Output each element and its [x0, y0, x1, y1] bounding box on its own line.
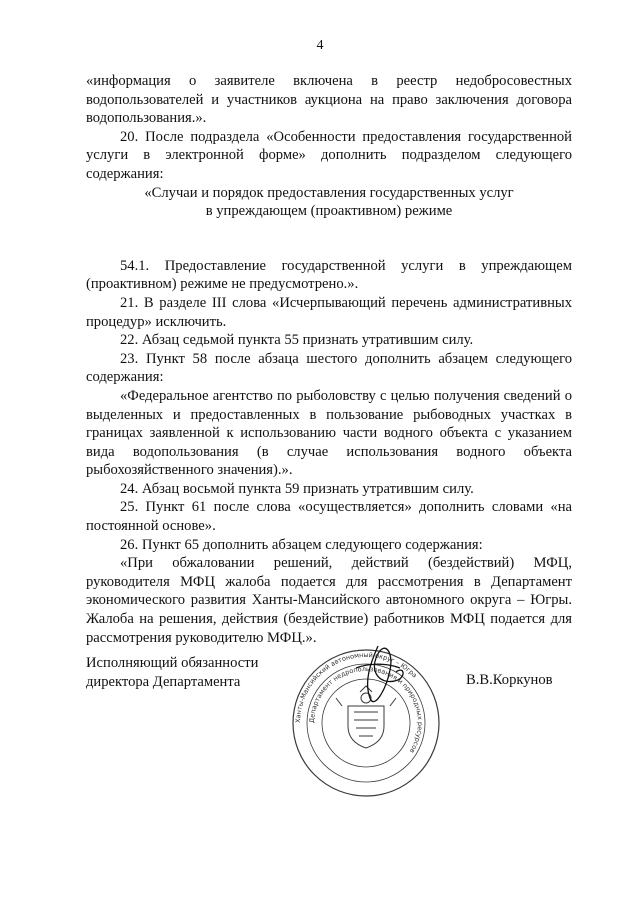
paragraph-gap	[86, 221, 572, 257]
paragraph-7: 22. Абзац седьмой пункта 55 признать утратившим силу.	[120, 332, 474, 349]
paragraph-12: 26. Пункт 65 дополнить абзацем следующего содержания:	[120, 536, 483, 553]
subsection-title-line2: в упреждающем (проактивном) режиме	[205, 203, 453, 220]
seal-outer-text: Ханты-Мансийский автономный округ – Югра	[293, 650, 419, 724]
paragraph-6: 21. В разделе III слова «Исчерпывающий перечень административных процедур» исключить.	[86, 294, 572, 330]
paragraph-5: 54.1. Предоставление государственной услуги в упреждающем (проактивном) режиме не предусмотрено.».	[86, 257, 572, 293]
paragraph-9: «Федеральное агентство по рыболовству с целью получения сведений о выделенных и предоставленных в пользование рыбоводных участках в границах заявленной к использованию части водного объекта с указанием вида водопользования (в случае использования водного объекта рыбохозяйственного значения).».	[86, 387, 572, 479]
paragraph-11: 25. Пункт 61 после слова «осуществляется» дополнить словами «на постоянной основе».	[86, 499, 572, 535]
signatory-position-line2: директора Департамента	[86, 673, 241, 690]
paragraph-8: 23. Пункт 58 после абзаца шестого дополнить абзацем следующего содержания:	[86, 350, 572, 386]
signatory-name: В.В.Коркунов	[466, 672, 553, 688]
document-body	[86, 72, 572, 647]
coat-of-arms-icon	[336, 686, 396, 748]
official-seal-icon	[286, 628, 446, 798]
paragraph-10: 24. Абзац восьмой пункта 59 признать утратившим силу.	[120, 480, 474, 497]
paragraph-1: 20. После подраздела «Особенности предоставления государственной услуги в электронной форме» дополнить подразделом следующего содержания:	[86, 128, 572, 182]
subsection-title-line1: «Случаи и порядок предоставления государственных услуг	[144, 184, 514, 201]
signatory-position	[86, 654, 258, 691]
page-number: 4	[316, 38, 324, 53]
paragraph-0: «информация о заявителе включена в реестр недобросовестных водопользователей и участников аукциона на право заключения договора водопользования.».	[86, 73, 572, 127]
signatory-position-line1: Исполняющий обязанности	[86, 655, 259, 671]
paragraph-13: «При обжаловании решений, действий (бездействий) МФЦ, руководителя МФЦ жалоба подается для рассмотрения в Департамент экономического развития Ханты-Мансийского автономного округа – Югры. Жалоба на решения, действия (бездействие) работников МФЦ подается для рассмотрения руководителю МФЦ.».	[86, 555, 572, 646]
seal-inner-text: Департамент недропользования и природных ресурсов	[307, 664, 425, 755]
